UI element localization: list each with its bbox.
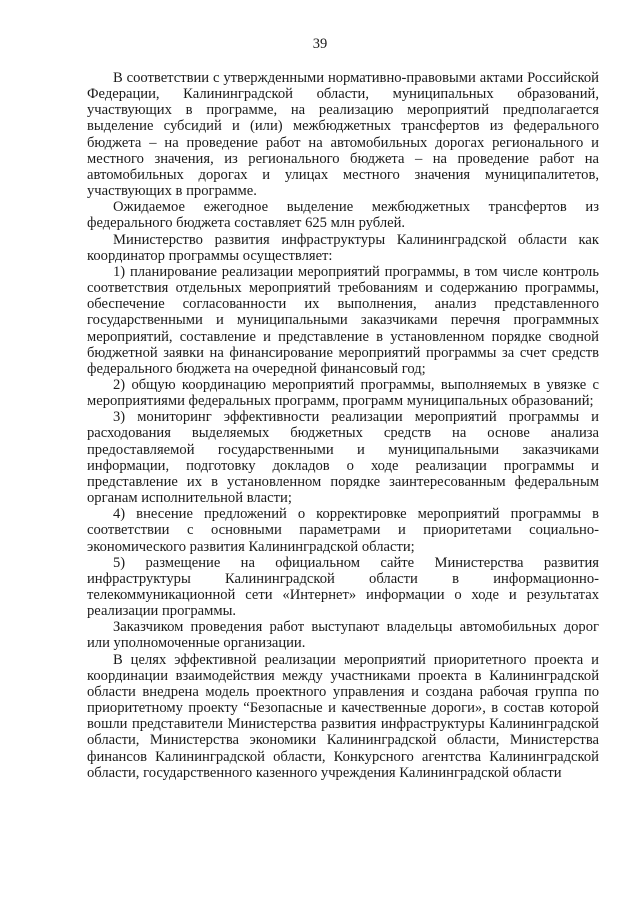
paragraph-customer: Заказчиком проведения работ выступают владельцы автомобильных дорог или уполномоченные организации. xyxy=(87,619,599,652)
paragraph-expected-transfers: Ожидаемое ежегодное выделение межбюджетных трансфертов из федерального бюджета составляет 625 млн рублей. xyxy=(87,199,599,232)
list-item-3-monitoring: 3) мониторинг эффективности реализации мероприятий программы и расходования выделяемых бюджетных средств на основе анализа предоставляемой государственными и муниципальными заказчиками информации, подготовку докладов о ходе реализации программы и представление их в установленном порядке заинтересованным федеральным органам исполнительной власти; xyxy=(87,409,599,507)
list-item-1-planning: 1) планирование реализации мероприятий программы, в том числе контроль соответствия отдельных мероприятий требованиям и содержанию программы, обеспечение согласованности их выполнения, анализ представленного государственными и муниципальными заказчиками перечня программных мероприятий, составление и представление в установленном порядке сводной бюджетной заявки на финансирование мероприятий программы за счет средств федерального бюджета на очередной финансовый год; xyxy=(87,263,599,377)
list-item-5-publication: 5) размещение на официальном сайте Министерства развития инфраструктуры Калининградской области в информационно-телекоммуникационной сети «Интернет» информации о ходе и результатах реализации программы. xyxy=(87,554,599,620)
list-item-4-proposals: 4) внесение предложений о корректировке мероприятий программы в соответствии с основными параметрами и приоритетами социально-экономического развития Калининградской области; xyxy=(87,506,599,555)
list-item-2-coordination: 2) общую координацию мероприятий программы, выполняемых в увязке с мероприятиями федеральных программ, программ муниципальных образований; xyxy=(87,376,599,410)
paragraph-working-group: В целях эффективной реализации мероприятий приоритетного проекта и координации взаимодействия между участниками проекта в Калининградской области внедрена модель проектного управления и создана рабочая группа по приоритетному проекту “Безопасные и качественные дороги», в состав которой вошли представители Министерства развития инфраструктуры Калининградской области, Министерства экономики Калининградской области, Министерства финансов Калининградской области, Конкурсного агентства Калининградской области, государственного казенного учреждения Калининградской области xyxy=(87,651,599,781)
body-text xyxy=(87,70,599,781)
paragraph-subsidies: В соответствии с утвержденными нормативно-правовыми актами Российской Федерации, Калининградской области, муниципальных образований, участвующих в программе, на реализацию мероприятий предполагается выделение субсидий и (или) межбюджетных трансфертов из федерального бюджета – на проведение работ на автомобильных дорогах регионального и местного значения, из регионального бюджета – на проведение работ на автомобильных дорогах и улицах местного значения муниципалитетов, участвующих в программе. xyxy=(87,70,599,200)
paragraph-ministry-coordinator: Министерство развития инфраструктуры Калининградской области как координатор программы осуществляет: xyxy=(87,231,599,264)
page-number: 39 xyxy=(312,36,328,52)
